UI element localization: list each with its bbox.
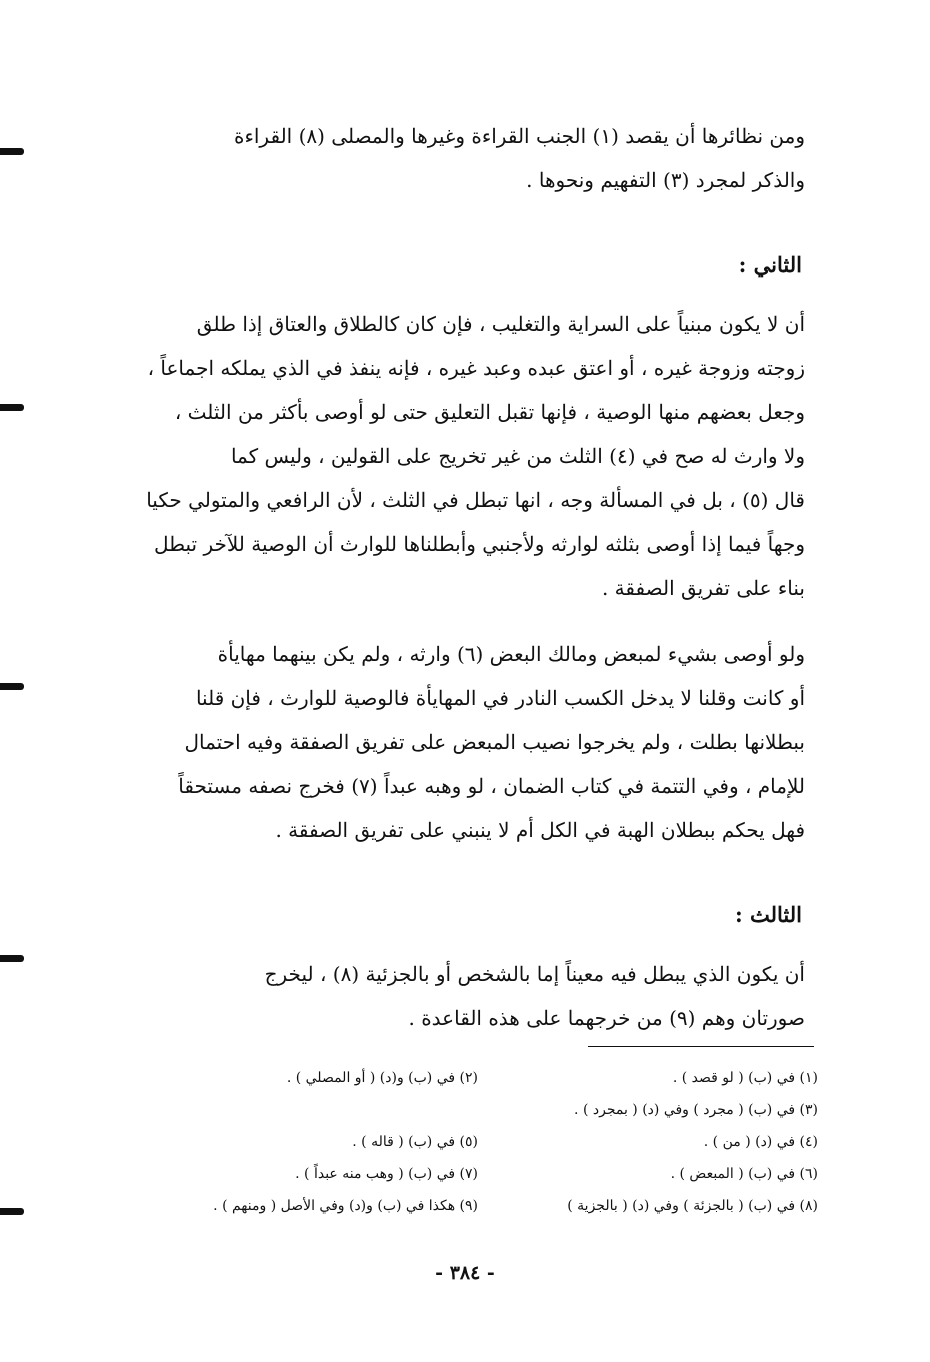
text-line: أن يكون الذي يبطل فيه معيناً إما بالشخص أو بالجزئية (٨) ، ليخرج <box>264 962 805 986</box>
text-line: ولو أوصى بشيء لمبعض ومالك البعض (٦) وارثه ، ولم يكن بينهما مهايأة <box>217 642 805 666</box>
footnote-row <box>118 1126 818 1158</box>
section-heading-second: الثاني : <box>738 252 802 277</box>
text-line: والذكر لمجرد (٣) التفهيم ونحوها . <box>526 168 805 192</box>
section-heading-third: الثالث : <box>734 902 802 927</box>
text-line: ومن نظائرها أن يقصد (١) الجنب القراءة وغيرها والمصلى (٨) القراءة <box>233 124 805 148</box>
footnote: (٢) في (ب) و(د) ( أو المصلي ) . <box>286 1070 478 1086</box>
text-line: صورتان وهم (٩) من خرجهما على هذه القاعدة . <box>408 1006 805 1030</box>
text-line: قال (٥) ، بل في المسألة وجه ، انها تبطل في الثلث ، لأن الرافعي والمتولي حكيا <box>146 488 805 512</box>
text-line: للإمام ، وفي التتمة في كتاب الضمان ، لو وهبه عبداً (٧) فخرج نصفه مستحقاً <box>178 774 805 798</box>
paragraph-1 <box>105 114 805 202</box>
paragraph-2 <box>105 302 805 610</box>
text-line: وجعل بعضهم منها الوصية ، فإنها تقبل التعليق حتى لو أوصى بأكثر من الثلث ، <box>174 400 805 424</box>
footnote: (٧) في (ب) ( وهب منه عبداً ) . <box>295 1166 478 1182</box>
page-number: - ٣٨٤ - <box>435 1262 495 1284</box>
footnote-row <box>118 1190 818 1222</box>
paragraph-3 <box>105 632 805 852</box>
footnote: (٩) هكذا في (ب) و(د) وفي الأصل ( ومنهم ) . <box>213 1198 478 1214</box>
footnote: (١) في (ب) ( لو قصد ) . <box>672 1070 818 1086</box>
margin-mark <box>0 148 24 155</box>
margin-mark <box>0 1208 24 1215</box>
text-line: بناء على تفريق الصفقة . <box>601 576 805 600</box>
footnote: (٨) في (ب) ( بالجزئة ) وفي (د) ( بالجزية ) <box>567 1198 818 1214</box>
footnote-separator <box>588 1046 814 1047</box>
text-line: ولا وارث له صح في (٤) الثلث من غير تخريج على القولين ، وليس كما <box>230 444 805 468</box>
margin-mark <box>0 404 24 411</box>
text-line: وجهاً فيما إذا أوصى بثلثه لوارثه ولأجنبي وأبطلناها للوارث أن الوصية للآخر تبطل <box>153 532 805 556</box>
text-line: أو كانت وقلنا لا يدخل الكسب النادر في المهايأة فالوصية للوارث ، فإن قلنا <box>195 686 805 710</box>
footnote: (٦) في (ب) ( المبعض ) . <box>670 1166 818 1182</box>
margin-mark <box>0 955 24 962</box>
footnote: (٣) في (ب) ( مجرد ) وفي (د) ( بمجرد ) . <box>574 1102 818 1118</box>
text-line: ببطلانها بطلت ، ولم يخرجوا نصيب المبعض على تفريق الصفقة وفيه احتمال <box>184 730 805 754</box>
footnote: (٥) في (ب) ( قاله ) . <box>352 1134 478 1150</box>
footnotes <box>118 1062 818 1222</box>
text-line: زوجته وزوجة غيره ، أو اعتق عبده وعبد غيره ، فإنه ينفذ في الذي يملكه اجماعاً ، <box>147 356 805 380</box>
footnote-row <box>118 1158 818 1190</box>
footnote-row <box>118 1062 818 1094</box>
paragraph-4 <box>105 952 805 1040</box>
text-line: أن لا يكون مبنياً على السراية والتغليب ، فإن كان كالطلاق والعتاق إذا طلق <box>196 312 805 336</box>
margin-mark <box>0 683 24 690</box>
text-line: فهل يحكم ببطلان الهبة في الكل أم لا ينبني على تفريق الصفقة . <box>275 818 805 842</box>
footnote: (٤) في (د) ( من ) . <box>703 1134 818 1150</box>
footnote-row <box>118 1094 818 1126</box>
